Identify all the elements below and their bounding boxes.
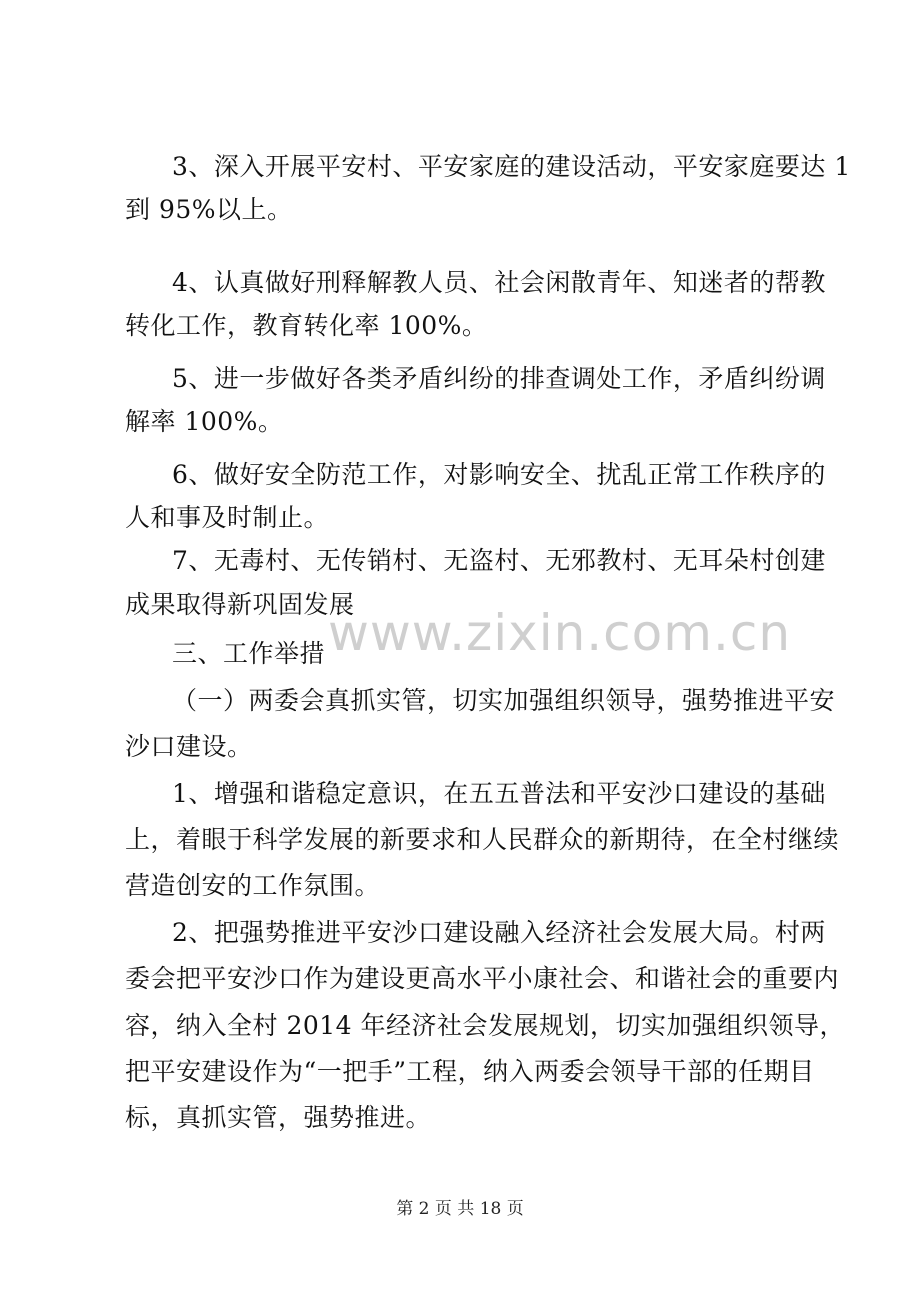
text-line: 标，真抓实管，强势推进。 xyxy=(125,1103,432,1132)
text-line: 到 95%以上。 xyxy=(125,195,293,224)
text-line: 转化工作，教育转化率 100%。 xyxy=(125,311,488,340)
text-line: 4、认真做好刑释解教人员、社会闲散青年、知迷者的帮教 xyxy=(172,268,826,297)
watermark: www.zixin.com.cn xyxy=(328,604,792,662)
subsection-heading: （一）两委会真抓实管，切实加强组织领导，强势推进平安 xyxy=(172,686,836,715)
text-line: 人和事及时制止。 xyxy=(125,503,330,532)
text-line: 5、进一步做好各类矛盾纠纷的排查调处工作，矛盾纠纷调 xyxy=(172,364,826,393)
text-line: 3、深入开展平安村、平安家庭的建设活动，平安家庭要达 1 xyxy=(172,152,851,181)
text-line: 解率 100%。 xyxy=(125,407,284,436)
text-line: 7、无毒村、无传销村、无盗村、无邪教村、无耳朵村创建 xyxy=(172,546,826,575)
text-line: 容，纳入全村 2014 年经济社会发展规划，切实加强组织领导， xyxy=(125,1011,846,1040)
text-line: 6、做好安全防范工作，对影响安全、扰乱正常工作秩序的 xyxy=(172,460,826,489)
text-line: 把平安建设作为“一把手”工程，纳入两委会领导干部的任期目 xyxy=(125,1057,815,1086)
section-heading: 三、工作举措 xyxy=(172,639,326,668)
text-line: 营造创安的工作氛围。 xyxy=(125,871,381,900)
text-line: 2、把强势推进平安沙口建设融入经济社会发展大局。村两 xyxy=(172,918,826,947)
text-line: 沙口建设。 xyxy=(125,732,253,761)
text-line: 上，着眼于科学发展的新要求和人民群众的新期待，在全村继续 xyxy=(125,825,840,854)
text-line: 1、增强和谐稳定意识，在五五普法和平安沙口建设的基础 xyxy=(172,779,826,808)
text-line: 委会把平安沙口作为建设更高水平小康社会、和谐社会的重要内 xyxy=(125,964,840,993)
text-line: 成果取得新巩固发展 xyxy=(125,590,355,619)
page-footer: 第 2 页 共 18 页 xyxy=(396,1199,524,1219)
